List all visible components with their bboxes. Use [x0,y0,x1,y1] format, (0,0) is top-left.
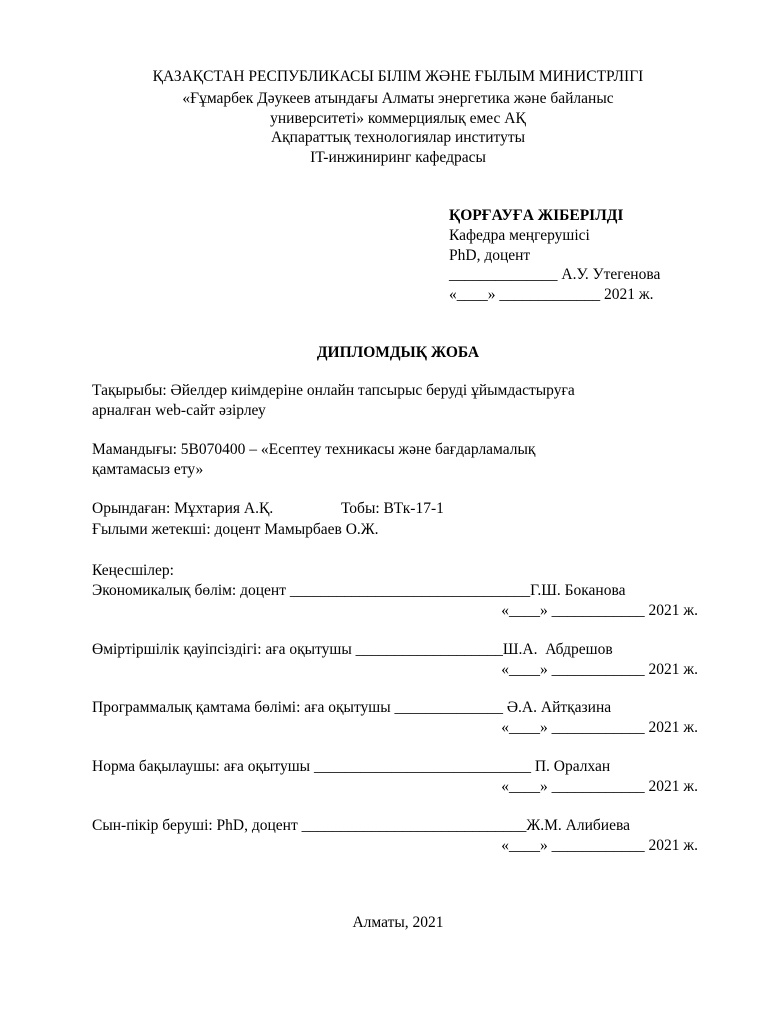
group: Тобы: ВТк-17-1 [341,500,444,517]
approval-position: Кафедра меңгерушісі [449,227,590,244]
consultant-norm-control: Норма бақылаушы: аға оқытушы ____________________________ П. Оралхан [92,758,611,775]
topic-line2: арналған web-сайт әзірлеу [92,402,266,419]
city-year: Алматы, 2021 [352,914,444,931]
consultant-norm-control-date: «____» ____________ 2021 ж. [501,778,698,795]
approval-date-line: «____» _____________ 2021 ж. [449,286,654,303]
consultant-economics-date: «____» ____________ 2021 ж. [501,602,698,619]
consultant-software: Программалық қамтама бөлімі: аға оқытушы ______________ Ә.А. Айтқазина [92,699,612,716]
specialty-line1: Мамандығы: 5В070400 – «Есептеу техникасы және бағдарламалық [92,441,536,458]
approval-heading: ҚОРҒАУҒА ЖІБЕРІЛДІ [449,207,624,224]
consultant-safety: Өміртіршілік қауіпсіздігі: аға оқытушы ___________________Ш.А. Абдрешов [92,641,613,658]
performer: Орындаған: Мұхтария А.Қ. [92,500,274,517]
university-name-line1: «Ғұмарбек Дәукеев атындағы Алматы энергетика және байланыс [182,90,614,107]
university-name-line2: университеті» коммерциялық емес АҚ [270,110,526,127]
ministry-name: ҚАЗАҚСТАН РЕСПУБЛИКАСЫ БІЛІМ ЖӘНЕ ҒЫЛЫМ МИНИСТРЛІГІ [152,68,644,85]
consultants-heading: Кеңесшілер: [92,562,174,579]
specialty-line2: қамтамасыз ету» [92,461,204,478]
topic-line1: Тақырыбы: Әйелдер киімдеріне онлайн тапсырыс беруді ұйымдастыруға [92,382,575,399]
institute-name: Ақпараттық технологиялар институты [270,129,526,146]
consultant-safety-date: «____» ____________ 2021 ж. [501,661,698,678]
consultant-reviewer: Сын-пікір беруші: PhD, доцент _____________________________Ж.М. Алибиева [92,817,630,834]
supervisor: Ғылыми жетекші: доцент Мамырбаев О.Ж. [92,521,379,538]
consultant-software-date: «____» ____________ 2021 ж. [501,719,698,736]
consultant-economics: Экономикалық бөлім: доцент _______________________________Г.Ш. Боканова [92,582,626,599]
department-name: IT-инжиниринг кафедрасы [310,149,486,166]
document-title: ДИПЛОМДЫҚ ЖОБА [316,344,480,361]
consultant-reviewer-date: «____» ____________ 2021 ж. [501,837,698,854]
approval-signature-line: ______________ А.У. Утегенова [449,266,661,283]
approval-degree: PhD, доцент [449,247,531,264]
